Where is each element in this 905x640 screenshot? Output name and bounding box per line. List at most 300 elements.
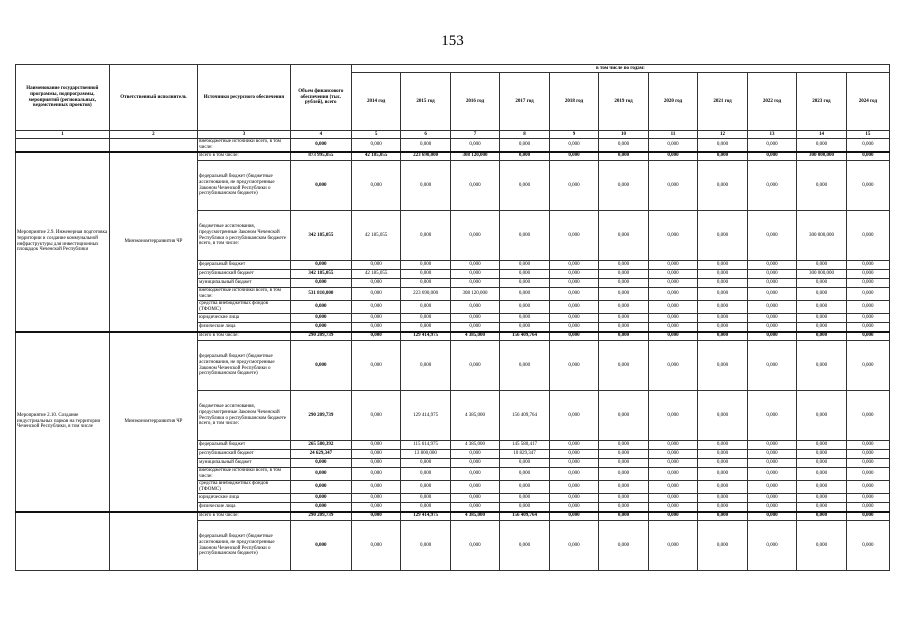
value-cell: 145 580,417 <box>500 441 549 450</box>
value-cell: 0,000 <box>797 279 846 288</box>
value-cell: 0,000 <box>290 301 351 314</box>
value-cell: 0,000 <box>698 494 747 503</box>
value-cell: 0,000 <box>747 139 796 152</box>
value-cell: 0,000 <box>290 161 351 211</box>
value-cell: 0,000 <box>351 314 400 323</box>
funding-table <box>15 64 890 571</box>
value-cell: 0,000 <box>599 521 648 571</box>
value-cell: 0,000 <box>846 279 889 288</box>
value-cell: 0,000 <box>747 481 796 494</box>
value-cell: 0,000 <box>747 161 796 211</box>
column-index: 12 <box>698 131 747 139</box>
value-cell: 0,000 <box>846 512 889 521</box>
value-cell: 0,000 <box>549 441 598 450</box>
source-cell: Всего в том числе: <box>198 512 291 521</box>
value-cell: 0,000 <box>747 391 796 441</box>
value-cell: 0,000 <box>648 314 697 323</box>
value-cell: 0,000 <box>698 211 747 261</box>
value-cell: 0,000 <box>648 481 697 494</box>
value-cell: 0,000 <box>698 279 747 288</box>
value-cell: 0,000 <box>549 270 598 279</box>
value-cell: 0,000 <box>351 261 400 270</box>
value-cell: 0,000 <box>698 301 747 314</box>
value-cell: 0,000 <box>450 468 499 481</box>
value-cell: 129 414,975 <box>401 332 450 341</box>
value-cell: 156 409,764 <box>500 332 549 341</box>
value-cell: 0,000 <box>797 323 846 332</box>
value-cell: 115 614,975 <box>401 441 450 450</box>
value-cell: 0,000 <box>290 279 351 288</box>
value-cell: 0,000 <box>698 288 747 301</box>
value-cell: 0,000 <box>450 521 499 571</box>
value-cell: 0,000 <box>351 441 400 450</box>
source-cell: средства внебюджетных фондов (ТФОМС) <box>198 301 291 314</box>
value-cell: 0,000 <box>846 161 889 211</box>
value-cell: 0,000 <box>500 139 549 152</box>
value-cell: 0,000 <box>500 494 549 503</box>
header-year: 2018 год <box>549 73 598 131</box>
value-cell: 0,000 <box>797 161 846 211</box>
value-cell: 0,000 <box>846 152 889 161</box>
executor-cell <box>109 139 197 152</box>
value-cell: 0,000 <box>549 301 598 314</box>
value-cell: 0,000 <box>549 211 598 261</box>
value-cell: 0,000 <box>500 270 549 279</box>
source-cell: федеральный бюджет (бюджетные ассигнования, не предусмотренные Законом Чеченской Республики о республиканском бюджете) <box>198 521 291 571</box>
value-cell: 0,000 <box>648 521 697 571</box>
value-cell: 0,000 <box>290 494 351 503</box>
value-cell: 0,000 <box>500 481 549 494</box>
value-cell: 0,000 <box>401 261 450 270</box>
value-cell: 0,000 <box>599 512 648 521</box>
value-cell: 0,000 <box>846 481 889 494</box>
value-cell: 290 209,739 <box>290 332 351 341</box>
source-cell: федеральный бюджет <box>198 261 291 270</box>
source-cell: муниципальный бюджет <box>198 459 291 468</box>
value-cell: 0,000 <box>797 459 846 468</box>
column-index: 7 <box>450 131 499 139</box>
value-cell: 0,000 <box>401 503 450 512</box>
value-cell: 0,000 <box>290 459 351 468</box>
value-cell: 0,000 <box>500 521 549 571</box>
header-total: Объем финансового обеспечения (тыс. рублей), всего <box>290 65 351 131</box>
value-cell: 0,000 <box>846 450 889 459</box>
value-cell: 0,000 <box>500 261 549 270</box>
value-cell: 0,000 <box>698 261 747 270</box>
name-cell <box>16 139 110 152</box>
value-cell: 0,000 <box>747 332 796 341</box>
value-cell: 0,000 <box>599 279 648 288</box>
value-cell: 0,000 <box>599 270 648 279</box>
value-cell: 0,000 <box>747 468 796 481</box>
value-cell: 0,000 <box>500 279 549 288</box>
value-cell: 0,000 <box>450 323 499 332</box>
value-cell: 300 000,000 <box>797 152 846 161</box>
value-cell: 0,000 <box>797 503 846 512</box>
value-cell: 13 800,000 <box>401 450 450 459</box>
value-cell: 0,000 <box>846 521 889 571</box>
value-cell: 0,000 <box>599 503 648 512</box>
value-cell: 0,000 <box>351 459 400 468</box>
value-cell: 0,000 <box>698 139 747 152</box>
value-cell: 0,000 <box>450 503 499 512</box>
value-cell: 0,000 <box>290 341 351 391</box>
value-cell: 0,000 <box>846 459 889 468</box>
value-cell: 0,000 <box>450 261 499 270</box>
value-cell: 0,000 <box>549 314 598 323</box>
value-cell: 156 409,764 <box>500 391 549 441</box>
table-row <box>16 332 890 341</box>
value-cell: 0,000 <box>450 494 499 503</box>
source-cell: юридические лица <box>198 494 291 503</box>
source-cell: юридические лица <box>198 314 291 323</box>
value-cell: 0,000 <box>549 288 598 301</box>
value-cell: 0,000 <box>698 270 747 279</box>
value-cell: 0,000 <box>549 481 598 494</box>
value-cell: 0,000 <box>698 314 747 323</box>
value-cell: 0,000 <box>599 441 648 450</box>
value-cell: 0,000 <box>290 261 351 270</box>
value-cell: 0,000 <box>549 512 598 521</box>
value-cell: 0,000 <box>500 323 549 332</box>
table-row <box>16 512 890 521</box>
value-cell: 0,000 <box>401 301 450 314</box>
value-cell: 0,000 <box>351 481 400 494</box>
value-cell: 0,000 <box>599 450 648 459</box>
value-cell: 0,000 <box>698 391 747 441</box>
value-cell: 0,000 <box>450 481 499 494</box>
value-cell: 0,000 <box>599 288 648 301</box>
value-cell: 0,000 <box>648 494 697 503</box>
value-cell: 0,000 <box>747 279 796 288</box>
value-cell: 0,000 <box>648 261 697 270</box>
value-cell: 0,000 <box>747 503 796 512</box>
value-cell: 0,000 <box>351 301 400 314</box>
value-cell: 308 120,000 <box>450 288 499 301</box>
source-cell: бюджетные ассигнования, предусмотренные Законом Чеченской Республики о республиканском бюджете всего, в том числе: <box>198 211 291 261</box>
header-year: 2014 год <box>351 73 400 131</box>
value-cell: 0,000 <box>648 450 697 459</box>
value-cell: 0,000 <box>401 270 450 279</box>
value-cell: 156 409,764 <box>500 512 549 521</box>
source-cell: физические лица <box>198 503 291 512</box>
value-cell: 0,000 <box>797 441 846 450</box>
value-cell: 0,000 <box>846 270 889 279</box>
header-year: 2022 год <box>747 73 796 131</box>
value-cell: 0,000 <box>648 301 697 314</box>
value-cell: 0,000 <box>846 341 889 391</box>
value-cell: 0,000 <box>500 301 549 314</box>
value-cell: 0,000 <box>698 521 747 571</box>
value-cell: 0,000 <box>648 270 697 279</box>
value-cell: 531 810,000 <box>290 288 351 301</box>
value-cell: 265 580,392 <box>290 441 351 450</box>
value-cell: 0,000 <box>846 139 889 152</box>
value-cell: 0,000 <box>549 139 598 152</box>
value-cell: 0,000 <box>698 332 747 341</box>
value-cell: 0,000 <box>698 512 747 521</box>
value-cell: 300 000,000 <box>797 211 846 261</box>
value-cell: 0,000 <box>549 521 598 571</box>
value-cell: 0,000 <box>450 211 499 261</box>
value-cell: 300 000,000 <box>797 270 846 279</box>
value-cell: 0,000 <box>549 152 598 161</box>
value-cell: 129 414,975 <box>401 391 450 441</box>
header-year: 2017 год <box>500 73 549 131</box>
value-cell: 0,000 <box>290 314 351 323</box>
header-year: 2023 год <box>797 73 846 131</box>
value-cell: 0,000 <box>599 301 648 314</box>
source-cell: бюджетные ассигнования, предусмотренные Законом Чеченской Республики о республиканском бюджете всего, в том числе: <box>198 391 291 441</box>
value-cell: 4 385,000 <box>450 391 499 441</box>
source-cell: федеральный бюджет (бюджетные ассигнования, не предусмотренные Законом Чеченской Республики о республиканском бюджете) <box>198 341 291 391</box>
value-cell: 0,000 <box>698 341 747 391</box>
value-cell: 0,000 <box>549 391 598 441</box>
value-cell: 0,000 <box>846 468 889 481</box>
value-cell: 0,000 <box>351 391 400 441</box>
value-cell: 0,000 <box>401 494 450 503</box>
value-cell: 0,000 <box>401 459 450 468</box>
source-cell: физические лица <box>198 323 291 332</box>
column-index: 15 <box>846 131 889 139</box>
value-cell: 0,000 <box>846 441 889 450</box>
column-index: 5 <box>351 131 400 139</box>
source-cell: Всего в том числе: <box>198 332 291 341</box>
value-cell: 0,000 <box>747 288 796 301</box>
value-cell: 223 690,000 <box>401 288 450 301</box>
measure-name <box>16 512 110 571</box>
value-cell: 42 185,055 <box>351 211 400 261</box>
value-cell: 0,000 <box>500 152 549 161</box>
value-cell: 0,000 <box>500 459 549 468</box>
source-cell: внебюджетные источники всего, в том числе: <box>198 288 291 301</box>
value-cell: 0,000 <box>401 211 450 261</box>
value-cell: 0,000 <box>401 341 450 391</box>
value-cell: 0,000 <box>500 468 549 481</box>
source-cell: республиканский бюджет <box>198 270 291 279</box>
value-cell: 0,000 <box>549 261 598 270</box>
value-cell: 0,000 <box>500 314 549 323</box>
column-index: 9 <box>549 131 598 139</box>
value-cell: 0,000 <box>549 323 598 332</box>
value-cell: 0,000 <box>648 279 697 288</box>
value-cell: 0,000 <box>351 503 400 512</box>
value-cell: 0,000 <box>599 468 648 481</box>
value-cell: 0,000 <box>401 481 450 494</box>
source-cell: Всего в том числе: <box>198 152 291 161</box>
source-cell: федеральный бюджет <box>198 441 291 450</box>
measure-executor <box>109 512 197 571</box>
value-cell: 0,000 <box>797 481 846 494</box>
value-cell: 0,000 <box>290 323 351 332</box>
value-cell: 0,000 <box>549 459 598 468</box>
value-cell: 0,000 <box>351 450 400 459</box>
value-cell: 0,000 <box>599 211 648 261</box>
value-cell: 0,000 <box>500 503 549 512</box>
value-cell: 0,000 <box>351 279 400 288</box>
value-cell: 0,000 <box>351 161 400 211</box>
value-cell: 0,000 <box>599 459 648 468</box>
value-cell: 0,000 <box>747 441 796 450</box>
value-cell: 0,000 <box>846 261 889 270</box>
value-cell: 0,000 <box>648 139 697 152</box>
value-cell: 0,000 <box>698 450 747 459</box>
value-cell: 0,000 <box>401 314 450 323</box>
value-cell: 0,000 <box>747 459 796 468</box>
value-cell: 0,000 <box>747 494 796 503</box>
value-cell: 0,000 <box>797 468 846 481</box>
value-cell: 0,000 <box>648 459 697 468</box>
column-index: 8 <box>500 131 549 139</box>
column-index: 4 <box>290 131 351 139</box>
value-cell: 0,000 <box>846 314 889 323</box>
value-cell: 0,000 <box>747 301 796 314</box>
value-cell: 0,000 <box>797 314 846 323</box>
value-cell: 0,000 <box>351 139 400 152</box>
measure-executor: Минэкономтерразвития ЧР <box>109 152 197 332</box>
header-executor: Ответственный исполнитель <box>109 65 197 131</box>
value-cell: 0,000 <box>797 288 846 301</box>
value-cell: 0,000 <box>401 279 450 288</box>
value-cell: 0,000 <box>797 301 846 314</box>
column-index: 11 <box>648 131 697 139</box>
value-cell: 0,000 <box>747 261 796 270</box>
value-cell: 0,000 <box>351 332 400 341</box>
value-cell: 0,000 <box>549 494 598 503</box>
value-cell: 0,000 <box>549 279 598 288</box>
value-cell: 0,000 <box>351 288 400 301</box>
value-cell: 0,000 <box>797 341 846 391</box>
value-cell: 0,000 <box>290 481 351 494</box>
value-cell: 0,000 <box>500 288 549 301</box>
value-cell: 0,000 <box>500 161 549 211</box>
value-cell: 0,000 <box>747 211 796 261</box>
header-name: Наименование государственной программы, подпрограммы, мероприятий (региональных, ведомственных проектов) <box>16 65 110 131</box>
value-cell: 0,000 <box>599 341 648 391</box>
value-cell: 290 209,739 <box>290 391 351 441</box>
value-cell: 0,000 <box>846 301 889 314</box>
value-cell: 0,000 <box>351 494 400 503</box>
column-index: 14 <box>797 131 846 139</box>
value-cell: 0,000 <box>450 459 499 468</box>
value-cell: 4 385,000 <box>450 441 499 450</box>
value-cell: 0,000 <box>401 139 450 152</box>
header-year: 2020 год <box>648 73 697 131</box>
value-cell: 4 385,000 <box>450 332 499 341</box>
value-cell: 0,000 <box>747 152 796 161</box>
value-cell: 10 829,347 <box>500 450 549 459</box>
column-index: 13 <box>747 131 796 139</box>
value-cell: 0,000 <box>450 139 499 152</box>
value-cell: 223 690,000 <box>401 152 450 161</box>
value-cell: 24 629,347 <box>290 450 351 459</box>
value-cell: 0,000 <box>648 211 697 261</box>
column-index: 3 <box>198 131 291 139</box>
table-row <box>16 152 890 161</box>
value-cell: 0,000 <box>648 152 697 161</box>
value-cell: 0,000 <box>797 450 846 459</box>
source-cell: внебюджетные источники всего, в том числе: <box>198 139 291 152</box>
value-cell: 0,000 <box>450 341 499 391</box>
value-cell: 873 995,055 <box>290 152 351 161</box>
value-cell: 0,000 <box>599 332 648 341</box>
value-cell: 0,000 <box>747 512 796 521</box>
value-cell: 0,000 <box>797 261 846 270</box>
value-cell: 0,000 <box>648 161 697 211</box>
value-cell: 0,000 <box>450 450 499 459</box>
value-cell: 0,000 <box>797 494 846 503</box>
value-cell: 0,000 <box>846 494 889 503</box>
value-cell: 0,000 <box>450 301 499 314</box>
value-cell: 342 185,055 <box>290 270 351 279</box>
value-cell: 0,000 <box>290 503 351 512</box>
value-cell: 308 120,000 <box>450 152 499 161</box>
value-cell: 0,000 <box>797 521 846 571</box>
value-cell: 0,000 <box>351 512 400 521</box>
value-cell: 0,000 <box>599 494 648 503</box>
value-cell: 129 414,975 <box>401 512 450 521</box>
value-cell: 0,000 <box>599 481 648 494</box>
value-cell: 0,000 <box>797 332 846 341</box>
value-cell: 0,000 <box>599 314 648 323</box>
value-cell: 0,000 <box>747 323 796 332</box>
value-cell: 0,000 <box>351 468 400 481</box>
value-cell: 0,000 <box>648 341 697 391</box>
value-cell: 0,000 <box>846 503 889 512</box>
column-index: 10 <box>599 131 648 139</box>
value-cell: 0,000 <box>599 323 648 332</box>
value-cell: 0,000 <box>549 161 598 211</box>
value-cell: 0,000 <box>290 139 351 152</box>
value-cell: 0,000 <box>401 161 450 211</box>
header-year: 2016 год <box>450 73 499 131</box>
header-by-year: в том числе по годам: <box>351 65 889 73</box>
header-year: 2015 год <box>401 73 450 131</box>
header-year: 2024 год <box>846 73 889 131</box>
source-cell: федеральный бюджет (бюджетные ассигнования, не предусмотренные Законом Чеченской Республики о республиканском бюджете) <box>198 161 291 211</box>
value-cell: 0,000 <box>698 441 747 450</box>
value-cell: 0,000 <box>747 270 796 279</box>
value-cell: 4 385,000 <box>450 512 499 521</box>
source-cell: республиканский бюджет <box>198 450 291 459</box>
value-cell: 0,000 <box>599 261 648 270</box>
value-cell: 0,000 <box>450 270 499 279</box>
header-year: 2019 год <box>599 73 648 131</box>
value-cell: 0,000 <box>450 161 499 211</box>
value-cell: 0,000 <box>648 288 697 301</box>
value-cell: 0,000 <box>797 139 846 152</box>
value-cell: 0,000 <box>351 323 400 332</box>
value-cell: 0,000 <box>401 521 450 571</box>
value-cell: 0,000 <box>846 332 889 341</box>
value-cell: 0,000 <box>648 323 697 332</box>
value-cell: 0,000 <box>599 391 648 441</box>
column-index: 2 <box>109 131 197 139</box>
source-cell: средства внебюджетных фондов (ТФОМС) <box>198 481 291 494</box>
value-cell: 290 209,739 <box>290 512 351 521</box>
table-row <box>16 139 890 152</box>
source-cell: муниципальный бюджет <box>198 279 291 288</box>
value-cell: 0,000 <box>846 288 889 301</box>
value-cell: 42 185,055 <box>351 152 400 161</box>
value-cell: 342 185,055 <box>290 211 351 261</box>
column-index: 1 <box>16 131 110 139</box>
value-cell: 0,000 <box>351 521 400 571</box>
value-cell: 0,000 <box>351 341 400 391</box>
value-cell: 0,000 <box>747 450 796 459</box>
value-cell: 42 185,055 <box>351 270 400 279</box>
value-cell: 0,000 <box>648 503 697 512</box>
